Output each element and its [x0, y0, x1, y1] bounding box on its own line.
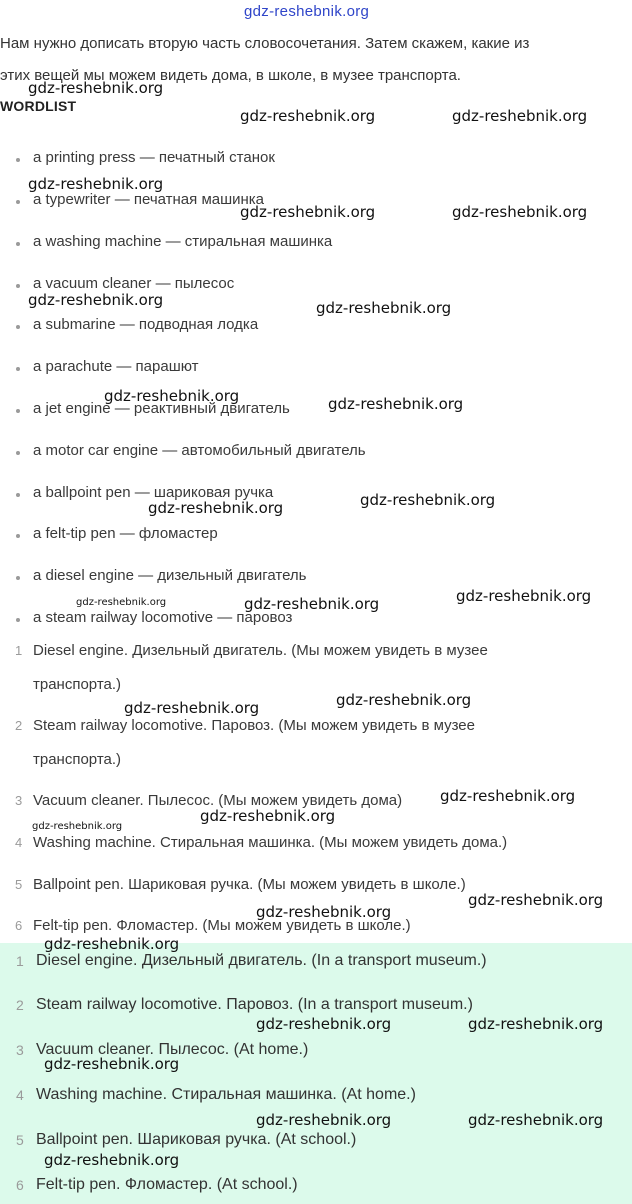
bullet-icon — [16, 367, 20, 371]
watermark: gdz-reshebnik.org — [440, 787, 576, 805]
watermark: gdz-reshebnik.org — [28, 175, 164, 193]
watermark: gdz-reshebnik.org — [28, 79, 164, 97]
watermark: gdz-reshebnik.org — [256, 903, 392, 921]
watermark: gdz-reshebnik.org — [200, 807, 336, 825]
bullet-icon — [16, 200, 20, 204]
bullet-icon — [16, 325, 20, 329]
bullet-icon — [16, 576, 20, 580]
intro-line-1: Нам нужно дописать вторую часть словосочетания. Затем скажем, какие из — [0, 35, 530, 52]
bullet-icon — [16, 284, 20, 288]
watermark: gdz-reshebnik.org — [256, 1015, 392, 1033]
bullet-icon — [16, 618, 20, 622]
watermark: gdz-reshebnik.org — [148, 499, 284, 517]
watermark: gdz-reshebnik.org — [452, 203, 588, 221]
watermark: gdz-reshebnik.org — [104, 387, 240, 405]
watermark: gdz-reshebnik.org — [28, 291, 164, 309]
watermark: gdz-reshebnik.org — [76, 597, 167, 608]
watermark: gdz-reshebnik.org — [360, 491, 496, 509]
intro-line-2: этих вещей мы можем видеть дома, в школе, в музее транспорта. — [0, 67, 461, 84]
watermark: gdz-reshebnik.org — [468, 891, 604, 909]
wordlist-title: WORDLIST — [0, 98, 77, 114]
bullet-icon — [16, 493, 20, 497]
watermark: gdz-reshebnik.org — [244, 595, 380, 613]
watermark: gdz-reshebnik.org — [32, 821, 123, 832]
watermark: gdz-reshebnik.org — [456, 587, 592, 605]
bullet-icon — [16, 451, 20, 455]
watermark: gdz-reshebnik.org — [336, 691, 472, 709]
watermark: gdz-reshebnik.org — [256, 1111, 392, 1129]
watermark: gdz-reshebnik.org — [316, 299, 452, 317]
bullet-icon — [16, 158, 20, 162]
watermark: gdz-reshebnik.org — [240, 107, 376, 125]
watermark: gdz-reshebnik.org — [44, 935, 180, 953]
watermark: gdz-reshebnik.org — [124, 699, 260, 717]
watermark: gdz-reshebnik.org — [44, 1151, 180, 1169]
watermark: gdz-reshebnik.org — [452, 107, 588, 125]
bullet-icon — [16, 409, 20, 413]
watermark: gdz-reshebnik.org — [44, 1055, 180, 1073]
bullet-icon — [16, 242, 20, 246]
site-header-link[interactable]: gdz-reshebnik.org — [244, 3, 370, 20]
watermark: gdz-reshebnik.org — [240, 203, 376, 221]
watermark: gdz-reshebnik.org — [468, 1015, 604, 1033]
watermark: gdz-reshebnik.org — [468, 1111, 604, 1129]
watermark: gdz-reshebnik.org — [328, 395, 464, 413]
bullet-icon — [16, 534, 20, 538]
